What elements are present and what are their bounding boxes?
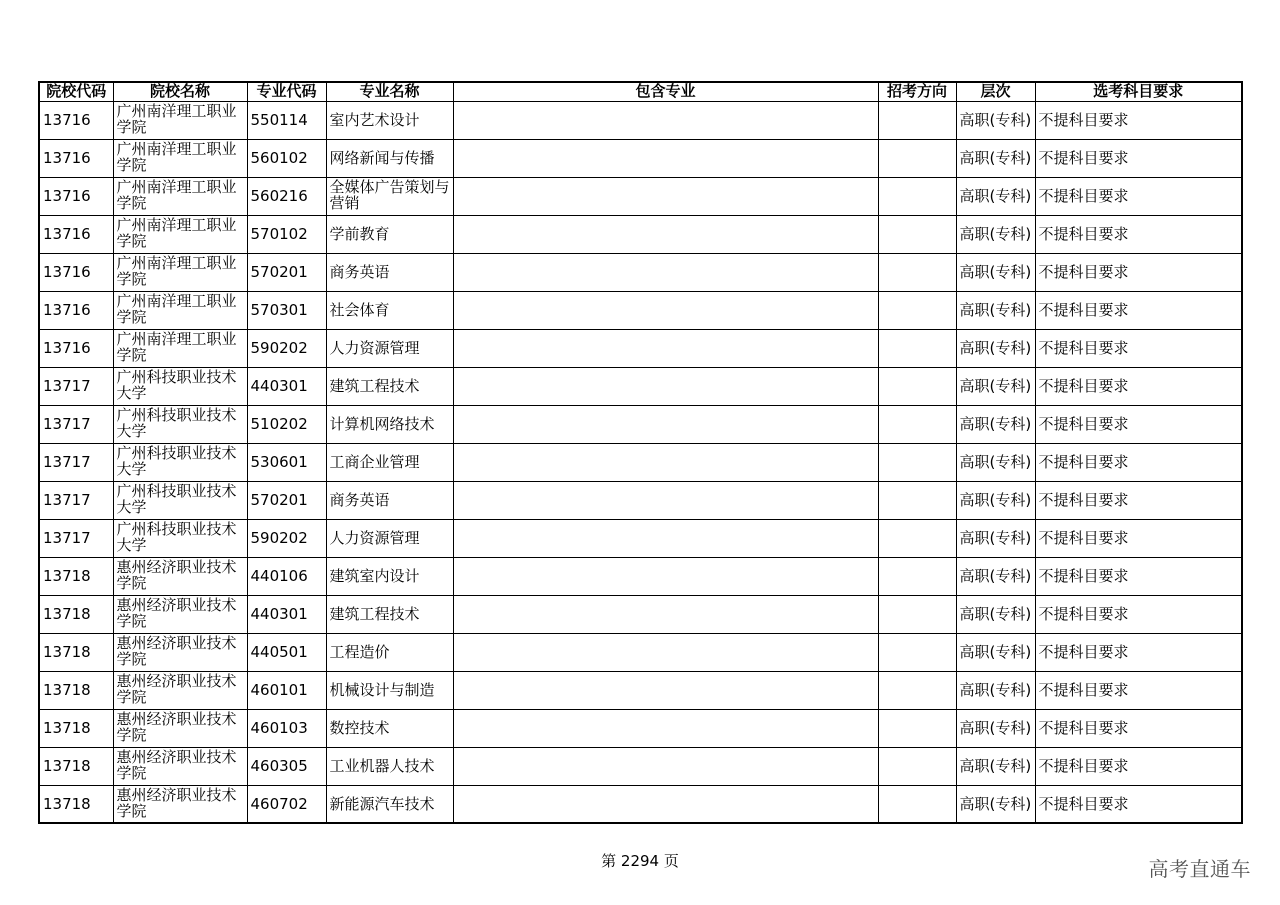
major-name-cell: 商务英语 [326, 253, 453, 291]
table-row [39, 329, 1242, 367]
major-code-cell: 570102 [247, 215, 326, 253]
major-code-cell: 560102 [247, 139, 326, 177]
level-cell: 高职(专科) [956, 367, 1035, 405]
major-code-cell: 440106 [247, 557, 326, 595]
table-row [39, 519, 1242, 557]
subject-requirement-cell: 不提科目要求 [1035, 671, 1242, 709]
major-name-cell: 数控技术 [326, 709, 453, 747]
major-code-cell: 570201 [247, 253, 326, 291]
level-cell: 高职(专科) [956, 481, 1035, 519]
school-name-cell: 惠州经济职业技术学院 [113, 747, 247, 785]
major-name-cell: 机械设计与制造 [326, 671, 453, 709]
school-name-cell: 广州南洋理工职业学院 [113, 139, 247, 177]
subject-requirement-cell: 不提科目要求 [1035, 329, 1242, 367]
school-name-cell: 广州科技职业技术大学 [113, 519, 247, 557]
exam-direction-cell [878, 709, 956, 747]
table-row [39, 633, 1242, 671]
table-row [39, 671, 1242, 709]
school-name-cell: 广州南洋理工职业学院 [113, 253, 247, 291]
level-cell: 高职(专科) [956, 557, 1035, 595]
subject-requirement-cell: 不提科目要求 [1035, 405, 1242, 443]
major-code-cell: 440301 [247, 367, 326, 405]
included-majors-cell [453, 139, 878, 177]
major-name-cell: 建筑工程技术 [326, 367, 453, 405]
level-cell: 高职(专科) [956, 405, 1035, 443]
included-majors-cell [453, 785, 878, 823]
school-code-cell: 13716 [39, 101, 113, 139]
major-name-cell: 建筑工程技术 [326, 595, 453, 633]
subject-requirement-cell: 不提科目要求 [1035, 139, 1242, 177]
school-name-cell: 广州南洋理工职业学院 [113, 329, 247, 367]
major-name-cell: 社会体育 [326, 291, 453, 329]
level-cell: 高职(专科) [956, 139, 1035, 177]
level-cell: 高职(专科) [956, 215, 1035, 253]
table-row [39, 443, 1242, 481]
included-majors-cell [453, 443, 878, 481]
school-name-cell: 惠州经济职业技术学院 [113, 785, 247, 823]
major-name-cell: 工业机器人技术 [326, 747, 453, 785]
header-major-code: 专业代码 [247, 82, 326, 101]
major-name-cell: 新能源汽车技术 [326, 785, 453, 823]
major-code-cell: 590202 [247, 329, 326, 367]
subject-requirement-cell: 不提科目要求 [1035, 595, 1242, 633]
level-cell: 高职(专科) [956, 785, 1035, 823]
major-code-cell: 460702 [247, 785, 326, 823]
school-name-cell: 广州南洋理工职业学院 [113, 101, 247, 139]
included-majors-cell [453, 671, 878, 709]
exam-direction-cell [878, 367, 956, 405]
major-name-cell: 建筑室内设计 [326, 557, 453, 595]
table-row [39, 747, 1242, 785]
included-majors-cell [453, 291, 878, 329]
admission-major-table [38, 81, 1243, 824]
school-code-cell: 13718 [39, 785, 113, 823]
included-majors-cell [453, 405, 878, 443]
header-school-code: 院校代码 [39, 82, 113, 101]
school-code-cell: 13718 [39, 595, 113, 633]
school-code-cell: 13716 [39, 329, 113, 367]
header-subject-requirement: 选考科目要求 [1035, 82, 1242, 101]
major-name-cell: 工商企业管理 [326, 443, 453, 481]
exam-direction-cell [878, 215, 956, 253]
school-code-cell: 13717 [39, 443, 113, 481]
included-majors-cell [453, 519, 878, 557]
table-header-row [39, 82, 1242, 101]
subject-requirement-cell: 不提科目要求 [1035, 709, 1242, 747]
subject-requirement-cell: 不提科目要求 [1035, 215, 1242, 253]
table-row [39, 139, 1242, 177]
level-cell: 高职(专科) [956, 253, 1035, 291]
exam-direction-cell [878, 633, 956, 671]
school-name-cell: 惠州经济职业技术学院 [113, 709, 247, 747]
exam-direction-cell [878, 291, 956, 329]
major-name-cell: 室内艺术设计 [326, 101, 453, 139]
subject-requirement-cell: 不提科目要求 [1035, 557, 1242, 595]
school-name-cell: 广州科技职业技术大学 [113, 443, 247, 481]
header-school-name: 院校名称 [113, 82, 247, 101]
header-level: 层次 [956, 82, 1035, 101]
school-name-cell: 惠州经济职业技术学院 [113, 595, 247, 633]
level-cell: 高职(专科) [956, 595, 1035, 633]
included-majors-cell [453, 709, 878, 747]
major-code-cell: 590202 [247, 519, 326, 557]
subject-requirement-cell: 不提科目要求 [1035, 101, 1242, 139]
school-name-cell: 惠州经济职业技术学院 [113, 557, 247, 595]
level-cell: 高职(专科) [956, 101, 1035, 139]
major-code-cell: 460101 [247, 671, 326, 709]
school-code-cell: 13718 [39, 747, 113, 785]
exam-direction-cell [878, 785, 956, 823]
school-code-cell: 13718 [39, 709, 113, 747]
major-code-cell: 560216 [247, 177, 326, 215]
exam-direction-cell [878, 253, 956, 291]
subject-requirement-cell: 不提科目要求 [1035, 177, 1242, 215]
header-major-name: 专业名称 [326, 82, 453, 101]
level-cell: 高职(专科) [956, 671, 1035, 709]
table-row [39, 291, 1242, 329]
school-code-cell: 13716 [39, 139, 113, 177]
included-majors-cell [453, 253, 878, 291]
major-name-cell: 人力资源管理 [326, 519, 453, 557]
included-majors-cell [453, 633, 878, 671]
school-code-cell: 13717 [39, 519, 113, 557]
school-code-cell: 13718 [39, 671, 113, 709]
table-row [39, 481, 1242, 519]
table-row [39, 253, 1242, 291]
exam-direction-cell [878, 329, 956, 367]
school-code-cell: 13716 [39, 253, 113, 291]
school-name-cell: 广州南洋理工职业学院 [113, 215, 247, 253]
school-name-cell: 广州科技职业技术大学 [113, 405, 247, 443]
major-code-cell: 460305 [247, 747, 326, 785]
school-name-cell: 惠州经济职业技术学院 [113, 633, 247, 671]
exam-direction-cell [878, 671, 956, 709]
school-code-cell: 13716 [39, 177, 113, 215]
level-cell: 高职(专科) [956, 747, 1035, 785]
included-majors-cell [453, 215, 878, 253]
level-cell: 高职(专科) [956, 443, 1035, 481]
school-name-cell: 惠州经济职业技术学院 [113, 671, 247, 709]
included-majors-cell [453, 367, 878, 405]
subject-requirement-cell: 不提科目要求 [1035, 253, 1242, 291]
included-majors-cell [453, 329, 878, 367]
exam-direction-cell [878, 747, 956, 785]
table-row [39, 595, 1242, 633]
major-name-cell: 人力资源管理 [326, 329, 453, 367]
school-code-cell: 13716 [39, 215, 113, 253]
major-name-cell: 商务英语 [326, 481, 453, 519]
included-majors-cell [453, 481, 878, 519]
exam-direction-cell [878, 405, 956, 443]
major-code-cell: 440501 [247, 633, 326, 671]
level-cell: 高职(专科) [956, 291, 1035, 329]
exam-direction-cell [878, 443, 956, 481]
exam-direction-cell [878, 139, 956, 177]
major-code-cell: 570301 [247, 291, 326, 329]
exam-direction-cell [878, 519, 956, 557]
table-row [39, 215, 1242, 253]
header-included-majors: 包含专业 [453, 82, 878, 101]
subject-requirement-cell: 不提科目要求 [1035, 519, 1242, 557]
table-row [39, 557, 1242, 595]
exam-direction-cell [878, 101, 956, 139]
table-row [39, 709, 1242, 747]
level-cell: 高职(专科) [956, 633, 1035, 671]
table-row [39, 785, 1242, 823]
major-name-cell: 全媒体广告策划与营销 [326, 177, 453, 215]
school-code-cell: 13717 [39, 481, 113, 519]
table-row [39, 101, 1242, 139]
table-row [39, 367, 1242, 405]
subject-requirement-cell: 不提科目要求 [1035, 785, 1242, 823]
major-code-cell: 440301 [247, 595, 326, 633]
major-code-cell: 530601 [247, 443, 326, 481]
level-cell: 高职(专科) [956, 329, 1035, 367]
table-row [39, 177, 1242, 215]
school-code-cell: 13716 [39, 291, 113, 329]
school-name-cell: 广州科技职业技术大学 [113, 481, 247, 519]
included-majors-cell [453, 101, 878, 139]
level-cell: 高职(专科) [956, 709, 1035, 747]
subject-requirement-cell: 不提科目要求 [1035, 481, 1242, 519]
level-cell: 高职(专科) [956, 177, 1035, 215]
subject-requirement-cell: 不提科目要求 [1035, 633, 1242, 671]
page-number: 第 2294 页 [601, 852, 679, 870]
subject-requirement-cell: 不提科目要求 [1035, 291, 1242, 329]
level-cell: 高职(专科) [956, 519, 1035, 557]
exam-direction-cell [878, 595, 956, 633]
major-code-cell: 510202 [247, 405, 326, 443]
exam-direction-cell [878, 557, 956, 595]
major-code-cell: 460103 [247, 709, 326, 747]
included-majors-cell [453, 557, 878, 595]
major-name-cell: 计算机网络技术 [326, 405, 453, 443]
table-row [39, 405, 1242, 443]
included-majors-cell [453, 177, 878, 215]
school-name-cell: 广州南洋理工职业学院 [113, 177, 247, 215]
school-code-cell: 13717 [39, 405, 113, 443]
major-name-cell: 网络新闻与传播 [326, 139, 453, 177]
watermark-logo-text: 高考直通车 [1148, 857, 1251, 881]
major-name-cell: 学前教育 [326, 215, 453, 253]
major-name-cell: 工程造价 [326, 633, 453, 671]
school-code-cell: 13717 [39, 367, 113, 405]
included-majors-cell [453, 747, 878, 785]
table-body [39, 101, 1242, 823]
header-exam-direction: 招考方向 [878, 82, 956, 101]
major-code-cell: 570201 [247, 481, 326, 519]
school-code-cell: 13718 [39, 633, 113, 671]
subject-requirement-cell: 不提科目要求 [1035, 367, 1242, 405]
subject-requirement-cell: 不提科目要求 [1035, 747, 1242, 785]
included-majors-cell [453, 595, 878, 633]
exam-direction-cell [878, 481, 956, 519]
exam-direction-cell [878, 177, 956, 215]
school-code-cell: 13718 [39, 557, 113, 595]
school-name-cell: 广州南洋理工职业学院 [113, 291, 247, 329]
school-name-cell: 广州科技职业技术大学 [113, 367, 247, 405]
major-code-cell: 550114 [247, 101, 326, 139]
subject-requirement-cell: 不提科目要求 [1035, 443, 1242, 481]
